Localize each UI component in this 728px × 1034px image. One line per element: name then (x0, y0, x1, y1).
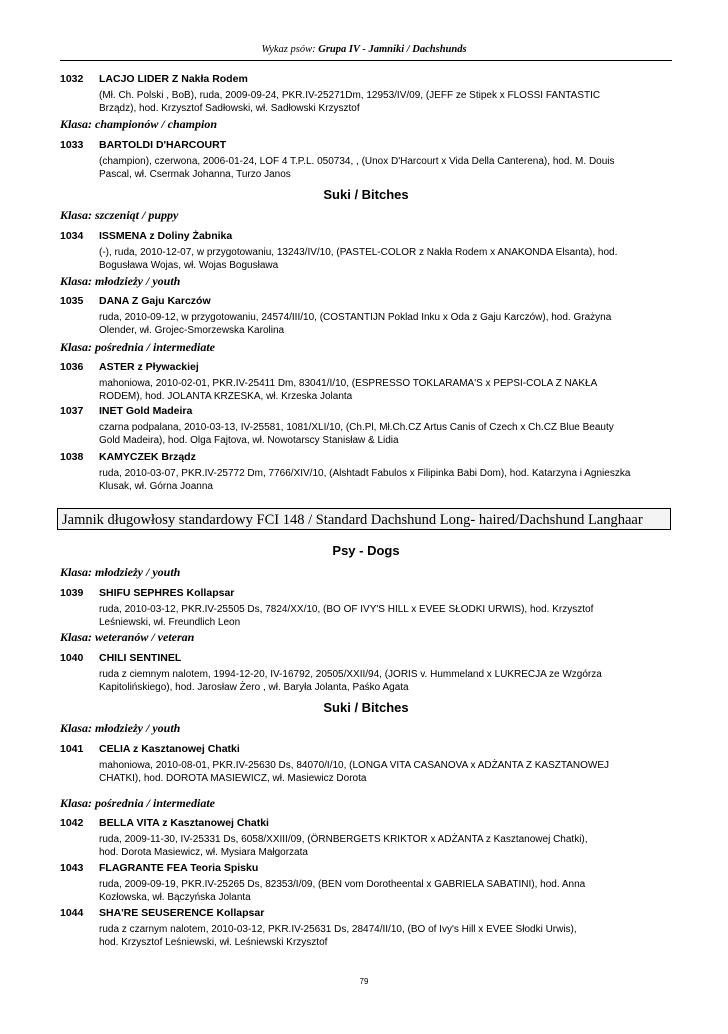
entry-number: 1041 (60, 743, 84, 755)
entry-number: 1037 (60, 405, 84, 417)
dog-details (99, 467, 672, 493)
dog-details (99, 155, 672, 181)
dog-name: DANA Z Gaju Karczów (99, 295, 211, 307)
header-title: Grupa IV - Jamniki / Dachshunds (318, 44, 467, 55)
details-line: Kozłowska, wł. Bączyńska Jolanta (99, 892, 251, 903)
details-line: Gold Madeira), hod. Olga Fajtova, wł. Nowotarscy Stanisław & Lidia (99, 435, 399, 446)
class-heading: Klasa: szczeniąt / puppy (60, 208, 179, 222)
entry-number: 1035 (60, 295, 84, 307)
details-line: hod. Dorota Masiewicz, wł. Mysiara Małgorzata (99, 847, 308, 858)
class-heading: Klasa: weteranów / veteran (60, 630, 195, 644)
details-line: ruda, 2010-03-12, PKR.IV-25505 Ds, 7824/XX/10, (BO OF IVY'S HILL x EVEE SŁODKI URWIS), hod. Krzysztof (99, 604, 594, 615)
class-heading: Klasa: pośrednia / intermediate (60, 340, 216, 354)
details-line: Klusak, wł. Górna Joanna (99, 481, 213, 492)
dog-details (99, 377, 672, 403)
sex-heading: Suki / Bitches (323, 700, 409, 715)
details-line: Kapitolińskiego), hod. Jarosław Żero , wł. Baryła Jolanta, Paśko Agata (99, 682, 409, 693)
details-line: (champion), czerwona, 2006-01-24, LOF 4 T.P.L. 050734, , (Unox D'Harcourt x Vida Della Canterena), hod. M. Douis (99, 156, 615, 167)
dog-details (99, 878, 672, 904)
details-line: CHATKI), hod. DOROTA MASIEWICZ, wł. Masiewicz Dorota (99, 773, 367, 784)
dog-name: SHA'RE SEUSERENCE Kollapsar (99, 907, 265, 919)
class-heading: Klasa: młodzieży / youth (60, 721, 181, 735)
class-heading: Klasa: młodzieży / youth (60, 565, 181, 579)
details-line: hod. Krzysztof Leśniewski, wł. Leśniewski Krzysztof (99, 937, 328, 948)
dog-name: SHIFU SEPHRES Kollapsar (99, 587, 235, 599)
entry-number: 1044 (60, 907, 84, 919)
dog-name: CHILI SENTINEL (99, 652, 182, 664)
entry-number: 1033 (60, 139, 84, 151)
dog-details (99, 923, 672, 949)
entry-number: 1042 (60, 817, 84, 829)
details-line: Pascal, wł. Csermak Johanna, Turzo Janos (99, 169, 291, 180)
details-line: (Mł. Ch. Polski , BoB), ruda, 2009-09-24, PKR.IV-25271Dm, 12953/IV/09, (JEFF ze Stipek x FLOSSI FANTASTIC (99, 90, 601, 101)
dog-details (99, 311, 672, 337)
class-heading: Klasa: młodzieży / youth (60, 274, 181, 288)
details-line: Leśniewski, wł. Freundlich Leon (99, 617, 241, 628)
header-rule (60, 60, 672, 61)
sex-heading: Suki / Bitches (323, 187, 409, 202)
details-line: ruda, 2009-11-30, IV-25331 Ds, 6058/XXIII/09, (ÖRNBERGETS KRIKTOR x ADŻANTA z Kasztanowej Chatki), (99, 834, 588, 845)
details-line: (-), ruda, 2010-12-07, w przygotowaniu, 13243/IV/10, (PASTEL-COLOR z Nakła Rodem x ANAKONDA Elsanta), hod. (99, 247, 618, 258)
dog-name: BELLA VITA z Kasztanowej Chatki (99, 817, 269, 829)
details-line: ruda, 2010-09-12, w przygotowaniu, 24574/III/10, (COSTANTIJN Poklad Inku x Oda z Gaju Karczów), hod. Grażyna (99, 312, 612, 323)
details-line: RODEM), hod. JOLANTA KRZESKA, wł. Krzeska Jolanta (99, 391, 353, 402)
dog-details (99, 246, 672, 272)
entry-number: 1032 (60, 73, 84, 85)
page-header (0, 44, 728, 55)
dog-details (99, 668, 672, 694)
entry-number: 1040 (60, 652, 84, 664)
sex-heading: Psy - Dogs (332, 543, 400, 558)
details-line: Brządz), hod. Krzysztof Sadłowski, wł. Sadłowski Krzysztof (99, 103, 360, 114)
dog-name: LACJO LIDER Z Nakła Rodem (99, 73, 248, 85)
dog-details (99, 759, 672, 785)
class-heading: Klasa: championów / champion (60, 117, 218, 131)
class-heading: Klasa: pośrednia / intermediate (60, 796, 216, 810)
details-line: ruda z ciemnym nalotem, 1994-12-20, IV-16792, 20505/XXII/94, (JORIS v. Hummeland x LUKRECJA ze Wzgórza (99, 669, 602, 680)
header-prefix: Wykaz psów: (261, 44, 316, 55)
details-line: ruda, 2010-03-07, PKR.IV-25772 Dm, 7766/XIV/10, (Alshtadt Fabulos x Filipinka Babi Dom), hod. Katarzyna i Agnieszka (99, 468, 631, 479)
dog-details (99, 89, 672, 115)
details-line: ruda, 2009-09-19, PKR.IV-25265 Ds, 82353/I/09, (BEN vom Dorotheental x GABRIELA SABATINI), hod. Anna (99, 879, 586, 890)
dog-name: ASTER z Pływackiej (99, 361, 199, 373)
dog-details (99, 421, 672, 447)
dog-details (99, 603, 672, 629)
details-line: mahoniowa, 2010-02-01, PKR.IV-25411 Dm, 83041/I/10, (ESPRESSO TOKLARAMA'S x PEPSI-COLA Z NAKŁA (99, 378, 598, 389)
entry-number: 1038 (60, 451, 84, 463)
dog-details (99, 833, 672, 859)
entry-number: 1039 (60, 587, 84, 599)
breed-banner: Jamnik długowłosy standardowy FCI 148 / Standard Dachshund Long- haired/Dachshund Langhaar (57, 508, 671, 530)
details-line: mahoniowa, 2010-08-01, PKR.IV-25630 Ds, 84070/I/10, (LONGA VITA CASANOVA x ADŻANTA Z KASZTANOWEJ (99, 760, 610, 771)
details-line: Olender, wł. Grojec-Smorzewska Karolina (99, 325, 285, 336)
dog-name: CELIA z Kasztanowej Chatki (99, 743, 240, 755)
dog-name: FLAGRANTE FEA Teoria Spisku (99, 862, 259, 874)
dog-name: KAMYCZEK Brządz (99, 451, 196, 463)
details-line: Bogusława Wojas, wł. Wojas Bogusława (99, 260, 279, 271)
dog-name: BARTOLDI D'HARCOURT (99, 139, 227, 151)
dog-name: ISSMENA z Doliny Żabnika (99, 230, 233, 242)
entry-number: 1036 (60, 361, 84, 373)
page-number: 79 (359, 977, 369, 986)
entry-number: 1043 (60, 862, 84, 874)
details-line: ruda z czarnym nalotem, 2010-03-12, PKR.IV-25631 Ds, 28474/II/10, (BO of Ivy's Hill x EVEE Słodki Urwis), (99, 924, 577, 935)
entry-number: 1034 (60, 230, 84, 242)
dog-name: INET Gold Madeira (99, 405, 193, 417)
details-line: czarna podpalana, 2010-03-13, IV-25581, 1081/XLI/10, (Ch.Pl, Mł.Ch.CZ Artus Canis of Czech x Ch.CZ Blue Beauty (99, 422, 614, 433)
